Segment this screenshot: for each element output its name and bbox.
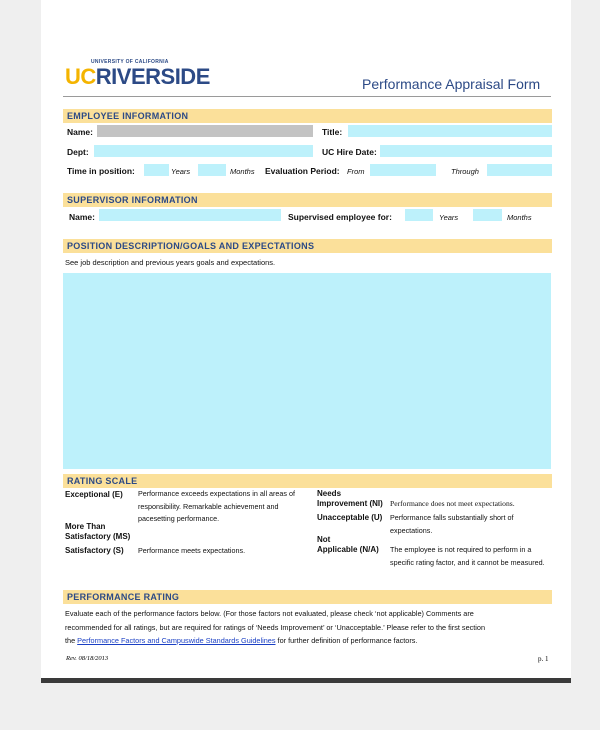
unacceptable-label: Unacceptable (U) <box>317 513 383 522</box>
form-page <box>41 0 571 683</box>
exceptional-desc-line: responsibility. Remarkable achievement and <box>138 501 279 511</box>
goals-expectations-textarea[interactable] <box>63 273 551 469</box>
supervisor-section-title: SUPERVISOR INFORMATION <box>67 195 198 205</box>
employee-name-input[interactable] <box>97 125 313 137</box>
logo-subtitle: UNIVERSITY OF CALIFORNIA <box>91 59 169 65</box>
revision-date: Rev. 08/18/2013 <box>66 655 109 662</box>
position-section-title: POSITION DESCRIPTION/GOALS AND EXPECTATIONS <box>67 241 315 251</box>
exceptional-desc-line: Performance exceeds expectations in all areas of <box>138 489 296 498</box>
exceptional-label: Exceptional (E) <box>65 490 123 499</box>
not-applicable-description <box>390 544 545 569</box>
unacceptable-desc-line: expectations. <box>390 525 433 535</box>
hire-date-label: UC Hire Date: <box>322 147 377 157</box>
unacceptable-description <box>390 512 513 537</box>
instructions-text: for further definition of performance factors. <box>275 636 418 645</box>
rating-scale-section-title: RATING SCALE <box>67 476 138 486</box>
supervised-years-unit: Years <box>439 213 459 222</box>
needs-label-line: Improvement (NI) <box>317 499 383 508</box>
supervised-months-unit: Months <box>507 213 532 222</box>
logo-uc: UC <box>65 64 96 89</box>
more-than-label-line: More Than <box>65 522 106 531</box>
na-label-line: Not <box>317 535 331 544</box>
employee-title-label: Title: <box>322 127 343 137</box>
page-title: Performance Appraisal Form <box>362 76 541 92</box>
ucr-logo <box>65 64 210 90</box>
guidelines-link[interactable]: Performance Factors and Campuswide Standards Guidelines <box>77 636 276 645</box>
eval-from-label: From <box>347 167 365 176</box>
not-applicable-label <box>317 535 379 555</box>
hire-date-input[interactable] <box>380 145 552 157</box>
performance-rating-instructions <box>65 607 560 648</box>
time-in-position-label: Time in position: <box>67 166 135 176</box>
supervised-for-label: Supervised employee for: <box>288 212 392 222</box>
exceptional-desc-line: pacesetting performance. <box>138 514 220 524</box>
employee-section-title: EMPLOYEE INFORMATION <box>67 111 189 121</box>
time-years-unit: Years <box>171 167 191 176</box>
unacceptable-desc-line: Performance falls substantially short of <box>390 513 514 522</box>
satisfactory-description: Performance meets expectations. <box>138 546 246 555</box>
na-desc-line: The employee is not required to perform in a <box>390 545 532 554</box>
page-number: p. 1 <box>538 655 549 663</box>
supervised-years-input[interactable] <box>405 209 433 221</box>
time-months-unit: Months <box>230 167 255 176</box>
more-than-label-line: Satisfactory (MS) <box>65 532 131 541</box>
eval-through-input[interactable] <box>487 164 552 176</box>
satisfactory-label: Satisfactory (S) <box>65 546 124 555</box>
instructions-text: the <box>65 636 78 645</box>
employee-name-label: Name: <box>67 127 93 137</box>
na-desc-line: specific rating factor, and it cannot be measured. <box>390 557 545 567</box>
performance-rating-section-title: PERFORMANCE RATING <box>67 592 180 602</box>
needs-improvement-description: Performance does not meet expectations. <box>390 499 515 508</box>
needs-label-line: Needs <box>317 489 342 498</box>
more-than-satisfactory-label <box>65 522 130 542</box>
employee-title-input[interactable] <box>348 125 552 137</box>
instructions-line: recommended for all ratings, but are required for ratings of ‘Needs Improvement’ or ‘Unacceptable.’ Please refer to the first section <box>65 622 486 632</box>
logo-riverside: RIVERSIDE <box>95 64 210 89</box>
instructions-line <box>65 634 560 648</box>
dept-label: Dept: <box>67 147 89 157</box>
dept-input[interactable] <box>94 145 313 157</box>
exceptional-description <box>138 488 295 526</box>
title-divider <box>63 96 551 97</box>
instructions-line: Evaluate each of the performance factors below. (For those factors not evaluated, please check ‘not applicable) Comments are <box>65 609 474 618</box>
supervisor-name-label: Name: <box>69 212 95 222</box>
evaluation-period-label: Evaluation Period: <box>265 166 340 176</box>
time-years-input[interactable] <box>144 164 169 176</box>
eval-through-label: Through <box>451 167 479 176</box>
time-months-input[interactable] <box>198 164 226 176</box>
supervised-months-input[interactable] <box>473 209 502 221</box>
needs-improvement-label <box>317 489 383 509</box>
na-label-line: Applicable (N/A) <box>317 545 379 554</box>
position-note: See job description and previous years goals and expectations. <box>65 258 276 267</box>
supervisor-name-input[interactable] <box>99 209 281 221</box>
eval-from-input[interactable] <box>370 164 436 176</box>
